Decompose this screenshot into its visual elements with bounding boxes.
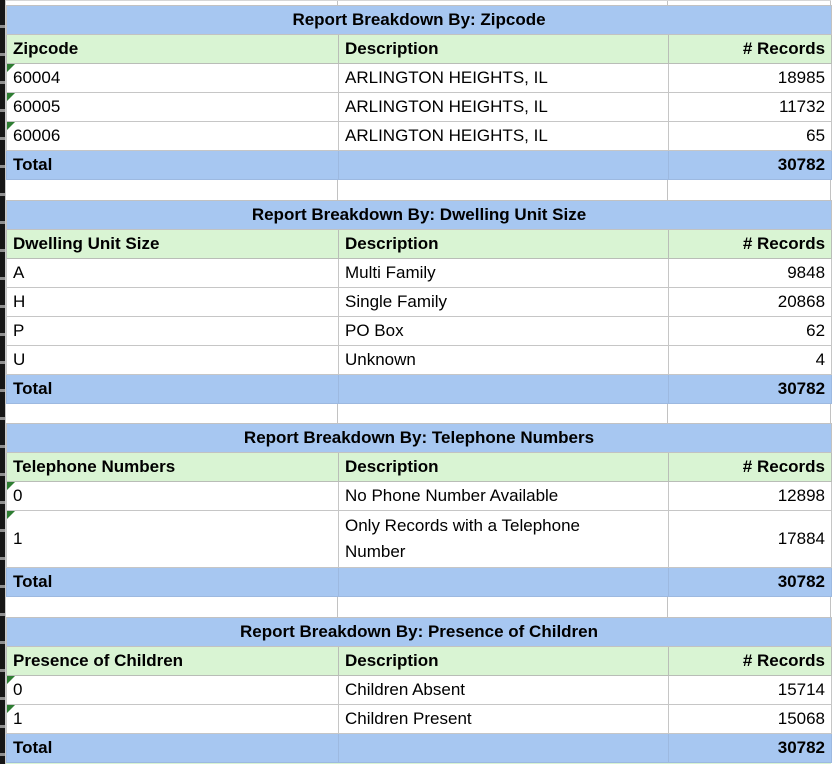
cell-code-text: 60005 (13, 97, 61, 117)
cell-code-text: 0 (13, 679, 23, 699)
report-content (6, 0, 831, 764)
table-row (7, 93, 832, 122)
section-title[interactable]: Report Breakdown By: Telephone Numbers (7, 424, 832, 453)
section-title[interactable]: Report Breakdown By: Presence of Children (7, 617, 832, 646)
table-row (7, 316, 832, 345)
cell-records[interactable]: 17884 (669, 511, 832, 568)
cell-code[interactable]: A (7, 258, 339, 287)
cell-records[interactable]: 15068 (669, 704, 832, 733)
cell-description-text: Only Records with a Telephone Number (345, 516, 580, 562)
cell-description[interactable]: Children Present (339, 704, 669, 733)
table-row (7, 258, 832, 287)
column-header-description[interactable]: Description (339, 229, 669, 258)
total-label[interactable]: Total (7, 568, 339, 597)
table-row (7, 345, 832, 374)
cell-code[interactable]: H (7, 287, 339, 316)
blank-sheet-row (6, 597, 831, 616)
cell-code-text: 1 (13, 529, 23, 549)
total-value[interactable]: 30782 (669, 568, 832, 597)
report-table-presence-of-children (6, 617, 832, 763)
column-header-records[interactable]: # Records (669, 453, 832, 482)
cell-code-text: 60006 (13, 126, 61, 146)
cell-empty[interactable] (339, 568, 669, 597)
total-row (7, 568, 832, 597)
table-row (7, 511, 832, 568)
total-value[interactable]: 30782 (669, 151, 832, 180)
column-header-description[interactable]: Description (339, 646, 669, 675)
cell-code[interactable]: P (7, 316, 339, 345)
total-label[interactable]: Total (7, 733, 339, 762)
table-row (7, 704, 832, 733)
text-format-flag-icon (7, 705, 15, 713)
text-format-flag-icon (7, 482, 15, 490)
cell-code-text: 0 (13, 486, 23, 506)
cell-code[interactable] (7, 64, 339, 93)
cell-description[interactable]: Unknown (339, 345, 669, 374)
column-header-description[interactable]: Description (339, 453, 669, 482)
report-table-dwelling-unit-size (6, 200, 832, 404)
blank-cell (6, 597, 338, 616)
column-header-row (7, 453, 832, 482)
cell-records[interactable]: 65 (669, 122, 832, 151)
section-title-row (7, 424, 832, 453)
section-title-row (7, 200, 832, 229)
text-format-flag-icon (7, 122, 15, 130)
cell-code[interactable] (7, 482, 339, 511)
cell-records[interactable]: 11732 (669, 93, 832, 122)
report-table-telephone-numbers (6, 423, 832, 597)
total-row (7, 733, 832, 762)
blank-cell (668, 597, 831, 616)
cell-description[interactable]: PO Box (339, 316, 669, 345)
total-value[interactable]: 30782 (669, 374, 832, 403)
column-header-row (7, 646, 832, 675)
cell-records[interactable]: 9848 (669, 258, 832, 287)
cell-records[interactable]: 4 (669, 345, 832, 374)
column-header-presence-of-children[interactable]: Presence of Children (7, 646, 339, 675)
cell-code[interactable] (7, 675, 339, 704)
table-row (7, 64, 832, 93)
cell-code[interactable]: U (7, 345, 339, 374)
section-title-row (7, 6, 832, 35)
blank-cell (6, 180, 338, 199)
total-value[interactable]: 30782 (669, 733, 832, 762)
cell-code[interactable] (7, 122, 339, 151)
text-format-flag-icon (7, 676, 15, 684)
table-row (7, 122, 832, 151)
column-header-row (7, 35, 832, 64)
column-header-records[interactable]: # Records (669, 35, 832, 64)
blank-sheet-row (6, 404, 831, 423)
table-row (7, 675, 832, 704)
column-header-description[interactable]: Description (339, 35, 669, 64)
column-header-zipcode[interactable]: Zipcode (7, 35, 339, 64)
cell-records[interactable]: 62 (669, 316, 832, 345)
blank-cell (338, 180, 668, 199)
column-header-records[interactable]: # Records (669, 229, 832, 258)
blank-sheet-row (6, 180, 831, 199)
blank-cell (6, 404, 338, 423)
section-title[interactable]: Report Breakdown By: Dwelling Unit Size (7, 200, 832, 229)
cell-code-text: 60004 (13, 68, 61, 88)
cell-code[interactable] (7, 704, 339, 733)
cell-description[interactable]: ARLINGTON HEIGHTS, IL (339, 93, 669, 122)
total-row (7, 374, 832, 403)
total-label[interactable]: Total (7, 151, 339, 180)
cell-code[interactable] (7, 511, 339, 568)
blank-cell (668, 404, 831, 423)
cell-empty[interactable] (339, 733, 669, 762)
cell-description[interactable]: Multi Family (339, 258, 669, 287)
cell-records[interactable]: 12898 (669, 482, 832, 511)
cell-records[interactable]: 20868 (669, 287, 832, 316)
cell-description[interactable] (339, 511, 669, 568)
blank-cell (338, 597, 668, 616)
section-title[interactable]: Report Breakdown By: Zipcode (7, 6, 832, 35)
text-format-flag-icon (7, 64, 15, 72)
cell-records[interactable]: 15714 (669, 675, 832, 704)
cell-empty[interactable] (339, 374, 669, 403)
report-table-zipcode (6, 5, 832, 180)
cell-records[interactable]: 18985 (669, 64, 832, 93)
total-label[interactable]: Total (7, 374, 339, 403)
cell-description[interactable]: ARLINGTON HEIGHTS, IL (339, 122, 669, 151)
blank-cell (668, 180, 831, 199)
cell-description[interactable]: No Phone Number Available (339, 482, 669, 511)
text-format-flag-icon (7, 511, 15, 519)
blank-cell (338, 404, 668, 423)
cell-description[interactable]: ARLINGTON HEIGHTS, IL (339, 64, 669, 93)
total-row (7, 151, 832, 180)
column-header-dwelling-unit-size[interactable]: Dwelling Unit Size (7, 229, 339, 258)
table-row (7, 482, 832, 511)
column-header-row (7, 229, 832, 258)
text-format-flag-icon (7, 93, 15, 101)
section-title-row (7, 617, 832, 646)
column-header-records[interactable]: # Records (669, 646, 832, 675)
cell-code[interactable] (7, 93, 339, 122)
table-row (7, 287, 832, 316)
column-header-telephone-numbers[interactable]: Telephone Numbers (7, 453, 339, 482)
cell-code-text: 1 (13, 708, 23, 728)
cell-description[interactable]: Single Family (339, 287, 669, 316)
cell-empty[interactable] (339, 151, 669, 180)
cell-description[interactable]: Children Absent (339, 675, 669, 704)
